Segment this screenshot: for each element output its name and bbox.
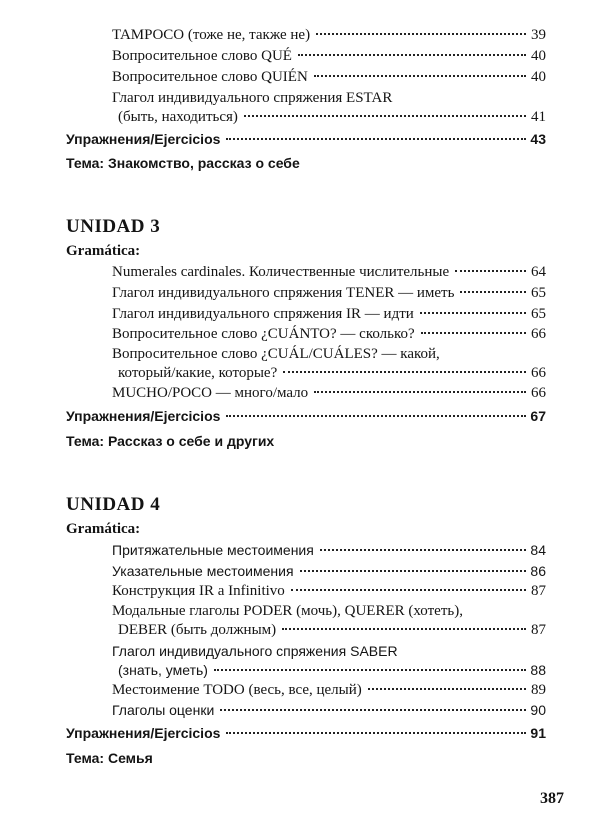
toc-page-number: 66: [531, 326, 546, 342]
leader-dots: [220, 709, 526, 711]
toc-entry[interactable]: [112, 263, 546, 281]
unit-3-title[interactable]: UNIDAD 3: [66, 216, 161, 237]
leader-dots: [320, 549, 526, 551]
toc-entry[interactable]: [112, 562, 546, 580]
toc-entry[interactable]: [112, 284, 546, 302]
leader-dots: [291, 589, 526, 591]
toc-entry-text-line1: Глагол индивидуального спряжения SABER: [112, 643, 398, 659]
tema-text: Семья: [107, 750, 153, 766]
leader-dots: [421, 332, 526, 334]
toc-entry-text-line2: (знать, уметь): [118, 662, 208, 678]
toc-entry-text: Местоимение TODO (весь, все, целый): [112, 682, 362, 698]
toc-entry-text: Глаголы оценки: [112, 702, 215, 718]
tema-text: Рассказ о себе и других: [107, 433, 275, 449]
leader-dots: [226, 415, 526, 417]
leader-dots: [368, 688, 526, 690]
toc-entry-text: Указательные местоимения: [112, 563, 294, 579]
toc-page-number: 89: [531, 682, 546, 698]
toc-entry-text-line2: который/какие, которые?: [118, 365, 278, 381]
toc-page-number: 66: [531, 365, 546, 381]
grammar-label: Gramática:: [66, 243, 141, 259]
exercises-label: Упражнения/Ejercicios: [66, 408, 221, 424]
unit-4-title[interactable]: UNIDAD 4: [66, 494, 161, 515]
leader-dots: [226, 732, 526, 734]
leader-dots: [214, 669, 526, 671]
toc-entry[interactable]: [112, 701, 546, 719]
leader-dots: [460, 291, 526, 293]
toc-entry[interactable]: [112, 681, 546, 699]
leader-dots: [283, 371, 526, 373]
leader-dots: [300, 570, 526, 572]
tema-label: Тема:: [66, 155, 105, 171]
toc-page-number: 66: [531, 385, 546, 401]
toc-entry-text-line1: Модальные глаголы PODER (мочь), QUERER (хотеть),: [112, 603, 463, 619]
toc-entry[interactable]: [118, 661, 546, 679]
toc-entry[interactable]: [112, 541, 546, 559]
tema-text: Знакомство, рассказ о себе: [107, 155, 300, 171]
toc-entry[interactable]: [112, 68, 546, 86]
exercises-label: Упражнения/Ejercicios: [66, 725, 221, 741]
toc-entry-text-line1: Вопросительное слово ¿CUÁL/CUÁLES? — какой,: [112, 346, 440, 362]
tema-line: [66, 432, 274, 450]
leader-dots: [314, 75, 526, 77]
toc-page-number: 86: [530, 563, 546, 579]
toc-page-number: 87: [531, 622, 546, 638]
toc-entry[interactable]: [112, 325, 546, 343]
tema-line: [66, 749, 153, 767]
leader-dots: [226, 138, 526, 140]
toc-page-number: 88: [530, 662, 546, 678]
toc-page-number: 64: [531, 264, 546, 280]
leader-dots: [314, 391, 526, 393]
toc-page-number: 65: [531, 285, 546, 301]
toc-entry[interactable]: [118, 108, 546, 126]
toc-entry-text-line1: Глагол индивидуального спряжения ESTAR: [112, 90, 393, 106]
toc-page-number: 41: [531, 109, 546, 125]
toc-entry-text: Глагол индивидуального спряжения TENER — иметь: [112, 285, 455, 301]
toc-entry-text-line2: (быть, находиться): [118, 109, 238, 125]
toc-entry-text: Вопросительное слово ¿CUÁNTO? — сколько?: [112, 326, 415, 342]
toc-exercises-entry[interactable]: [66, 724, 546, 742]
toc-entry-text: Конструкция IR a Infinitivo: [112, 583, 285, 599]
toc-page-number: 87: [531, 583, 546, 599]
toc-page-number: 40: [531, 48, 546, 64]
leader-dots: [244, 115, 526, 117]
grammar-label: Gramática:: [66, 521, 141, 537]
toc-exercises-entry[interactable]: [66, 130, 546, 148]
toc-page-number: 39: [531, 27, 546, 43]
tema-line: [66, 154, 300, 172]
toc-page-number: 40: [531, 69, 546, 85]
toc-entry-text: Глагол индивидуального спряжения IR — идти: [112, 306, 414, 322]
leader-dots: [316, 33, 526, 35]
toc-page-number: 90: [530, 702, 546, 718]
leader-dots: [420, 312, 526, 314]
toc-entry-text: Притяжательные местоимения: [112, 542, 314, 558]
toc-entry-text: Вопросительное слово QUIÉN: [112, 69, 308, 85]
toc-page-number: 65: [531, 306, 546, 322]
toc-entry[interactable]: [112, 305, 546, 323]
toc-entry[interactable]: [118, 621, 546, 639]
toc-entry-text: TAMPOCO (тоже не, также не): [112, 27, 311, 43]
toc-page-number: 67: [530, 408, 546, 424]
toc-entry[interactable]: [112, 582, 546, 600]
toc-entry[interactable]: [112, 384, 546, 402]
toc-page-number: 84: [530, 542, 546, 558]
page-number: 387: [540, 790, 564, 807]
tema-label: Тема:: [66, 750, 105, 766]
toc-entry-text: Numerales cardinales. Количественные числительные: [112, 264, 450, 280]
toc-entry[interactable]: [118, 364, 546, 382]
toc-entry[interactable]: [112, 47, 546, 65]
toc-exercises-entry[interactable]: [66, 407, 546, 425]
leader-dots: [298, 54, 526, 56]
leader-dots: [282, 628, 526, 630]
toc-page-number: 43: [530, 131, 546, 147]
toc-entry[interactable]: [112, 26, 546, 44]
toc-entry-text: Вопросительное слово QUÉ: [112, 48, 292, 64]
toc-page-number: 91: [530, 725, 546, 741]
leader-dots: [455, 270, 526, 272]
exercises-label: Упражнения/Ejercicios: [66, 131, 221, 147]
toc-entry-text-line2: DEBER (быть должным): [118, 622, 277, 638]
tema-label: Тема:: [66, 433, 105, 449]
toc-entry-text: MUCHO/POCO — много/мало: [112, 385, 309, 401]
